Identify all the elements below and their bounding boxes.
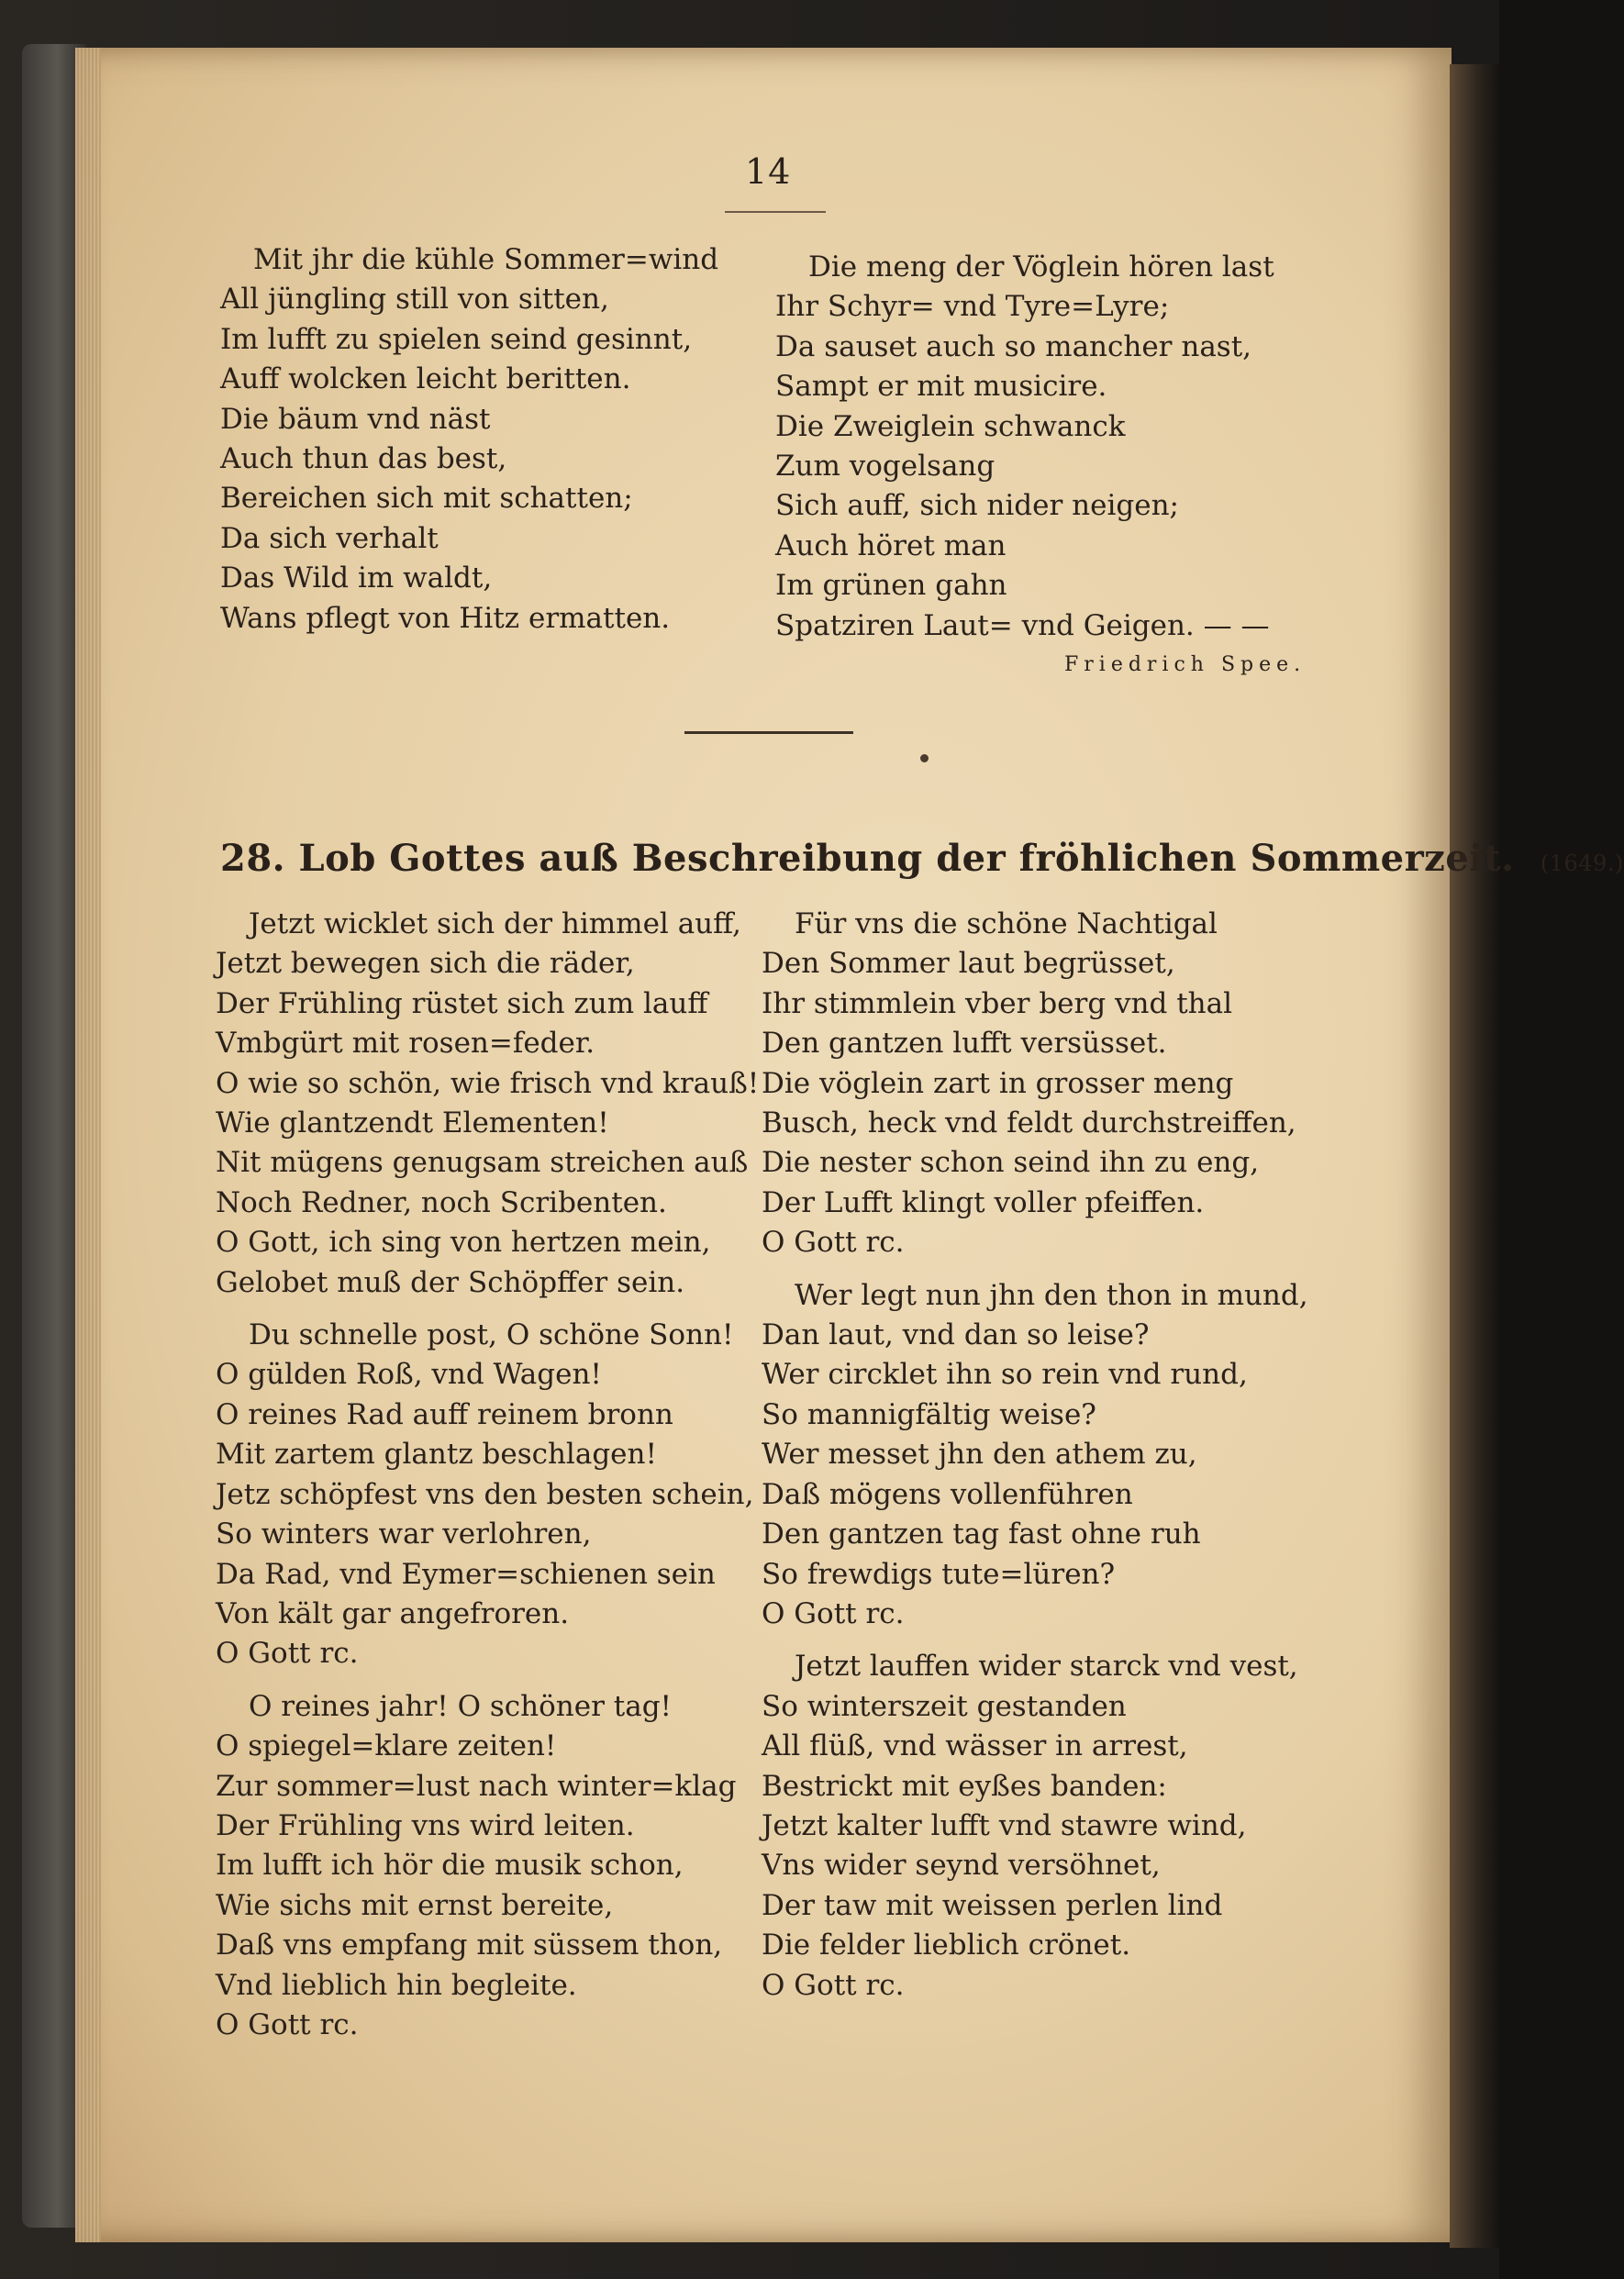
verse-line: Den gantzen lufft versüsset. bbox=[762, 1027, 1167, 1061]
verse-line: Sampt er mit musicire. bbox=[775, 370, 1107, 404]
left-column bbox=[216, 905, 759, 2045]
verse-line: Ihr stimmlein vber berg vnd thal bbox=[762, 986, 1233, 1020]
verse-line: O Gott rc. bbox=[216, 2007, 359, 2041]
verse-line: O Gott rc. bbox=[762, 1968, 905, 2002]
verse-line: Wer circklet ihn so rein vnd rund, bbox=[762, 1358, 1248, 1392]
poem-attribution: Friedrich Spee. bbox=[1064, 653, 1307, 676]
verse-line: Der taw mit weissen perlen lind bbox=[762, 1888, 1223, 1922]
verse-line: Wer messet jhn den athem zu, bbox=[762, 1438, 1197, 1472]
verse-line: All flüß, vnd wässer in arrest, bbox=[762, 1729, 1188, 1763]
verse-line: Du schnelle post, O schöne Sonn! bbox=[249, 1318, 734, 1352]
verse-line: O Gott rc. bbox=[216, 1637, 359, 1671]
verse-line: Jetz schöpfest vns den besten schein, bbox=[216, 1477, 754, 1511]
verse-line: Da sauset auch so mancher nast, bbox=[775, 329, 1252, 363]
verse-line: Wie glantzendt Elementen! bbox=[216, 1106, 609, 1140]
right-column bbox=[762, 905, 1308, 2006]
verse-line: Bestrickt mit eyßes banden: bbox=[762, 1769, 1167, 1803]
verse-line: O reines Rad auff reinem bronn bbox=[216, 1397, 673, 1431]
verse-line: Der Frühling vns wird leiten. bbox=[216, 1808, 635, 1842]
stanza-gap bbox=[216, 1674, 759, 1687]
verse-line: Sich auff, sich nider neigen; bbox=[775, 489, 1179, 523]
verse-line: O reines jahr! O schöner tag! bbox=[249, 1689, 673, 1723]
verse-line: O gülden Roß, vnd Wagen! bbox=[216, 1358, 602, 1392]
verse-line: Da sich verhalt bbox=[220, 521, 439, 555]
verse-line: Die felder lieblich crönet. bbox=[762, 1929, 1131, 1962]
verse-line: Den gantzen tag fast ohne ruh bbox=[762, 1517, 1201, 1551]
verse-line: Wie sichs mit ernst bereite, bbox=[216, 1888, 614, 1922]
verse-line: Gelobet muß der Schöpffer sein. bbox=[216, 1265, 685, 1299]
verse-line: Daß vns empfang mit süssem thon, bbox=[216, 1929, 723, 1962]
top-right-stanza bbox=[775, 248, 1274, 646]
verse-line: All jüngling still von sitten, bbox=[220, 283, 609, 317]
poem-title bbox=[220, 837, 1624, 880]
verse-line: Die meng der Vöglein hören last bbox=[808, 250, 1274, 283]
verse-line: Jetzt lauffen wider starck vnd vest, bbox=[795, 1650, 1298, 1684]
verse-line: Mit zartem glantz beschlagen! bbox=[216, 1438, 657, 1472]
verse-line: Die bäum vnd näst bbox=[220, 402, 491, 436]
stanza-gap bbox=[216, 1303, 759, 1316]
verse-line: Die nester schon seind ihn zu eng, bbox=[762, 1146, 1260, 1180]
poem-title-text: Lob Gottes auß Beschreibung der fröhlichen Sommerzeit. bbox=[298, 837, 1515, 880]
poem-year: (1649.) bbox=[1540, 850, 1624, 876]
verse-line: Ihr Schyr= vnd Tyre=Lyre; bbox=[775, 290, 1170, 324]
verse-line: O Gott, ich sing von hertzen mein, bbox=[216, 1226, 711, 1260]
verse-line: O spiegel=klare zeiten! bbox=[216, 1729, 557, 1763]
book-spine-shadow bbox=[1450, 64, 1499, 2248]
verse-line: Wer legt nun jhn den thon in mund, bbox=[795, 1278, 1308, 1312]
verse-line: O Gott rc. bbox=[762, 1226, 905, 1260]
verse-line: Der Frühling rüstet sich zum lauff bbox=[216, 986, 708, 1020]
section-divider bbox=[684, 731, 853, 734]
page-stack-edge bbox=[75, 48, 101, 2242]
verse-line: Spatziren Laut= vnd Geigen. — — bbox=[775, 608, 1270, 642]
verse-line: So mannigfältig weise? bbox=[762, 1397, 1096, 1431]
verse-line: Da Rad, vnd Eymer=schienen sein bbox=[216, 1557, 716, 1591]
verse-line: So winters war verlohren, bbox=[216, 1517, 592, 1551]
verse-line: Im lufft zu spielen seind gesinnt, bbox=[220, 322, 693, 356]
verse-line: O Gott rc. bbox=[762, 1596, 905, 1630]
verse-line: Der Lufft klingt voller pfeiffen. bbox=[762, 1185, 1205, 1219]
verse-line: Auch thun das best, bbox=[220, 442, 507, 476]
verse-line: Wans pflegt von Hitz ermatten. bbox=[220, 601, 671, 635]
verse-line: Jetzt wicklet sich der himmel auff, bbox=[249, 907, 741, 940]
verse-line: Dan laut, vnd dan so leise? bbox=[762, 1318, 1150, 1352]
verse-line: Vmbgürt mit rosen=feder. bbox=[216, 1027, 595, 1061]
page-number: 14 bbox=[745, 151, 792, 192]
verse-line: Im lufft ich hör die musik schon, bbox=[216, 1849, 684, 1883]
verse-line: Daß mögens vollenführen bbox=[762, 1477, 1133, 1511]
verse-line: Jetzt bewegen sich die räder, bbox=[216, 947, 635, 981]
verse-line: Zum vogelsang bbox=[775, 450, 996, 484]
verse-line: Noch Redner, noch Scribenten. bbox=[216, 1185, 667, 1219]
verse-line: Jetzt kalter lufft vnd stawre wind, bbox=[762, 1808, 1247, 1842]
verse-line: Für vns die schöne Nachtigal bbox=[795, 907, 1218, 940]
stanza-gap bbox=[762, 1634, 1308, 1647]
verse-line: Vnd lieblich hin begleite. bbox=[216, 1968, 577, 2002]
verse-line: Das Wild im waldt, bbox=[220, 561, 493, 595]
verse-line: Bereichen sich mit schatten; bbox=[220, 482, 633, 516]
verse-line: Von kält gar angefroren. bbox=[216, 1596, 570, 1630]
verse-line: Die Zweiglein schwanck bbox=[775, 409, 1126, 443]
verse-line: So winterszeit gestanden bbox=[762, 1689, 1127, 1723]
verse-line: Auch höret man bbox=[775, 528, 1007, 562]
ink-spot bbox=[920, 754, 929, 762]
page-number-rule bbox=[725, 211, 826, 213]
top-left-stanza bbox=[220, 240, 718, 639]
verse-line: Nit mügens genugsam streichen auß bbox=[216, 1146, 749, 1180]
verse-line: Vns wider seynd versöhnet, bbox=[762, 1849, 1161, 1883]
verse-line: So frewdigs tute=lüren? bbox=[762, 1557, 1116, 1591]
poem-number: 28. bbox=[220, 837, 286, 880]
verse-line: O wie so schön, wie frisch vnd krauß! bbox=[216, 1066, 760, 1100]
verse-line: Mit jhr die kühle Sommer=wind bbox=[253, 243, 719, 276]
verse-line: Die vöglein zart in grosser meng bbox=[762, 1066, 1234, 1100]
verse-line: Den Sommer laut begrüsset, bbox=[762, 947, 1175, 981]
verse-line: Busch, heck vnd feldt durchstreiffen, bbox=[762, 1106, 1296, 1140]
stanza-gap bbox=[762, 1263, 1308, 1276]
verse-line: Im grünen gahn bbox=[775, 569, 1007, 603]
verse-line: Auff wolcken leicht beritten. bbox=[220, 362, 631, 396]
verse-line: Zur sommer=lust nach winter=klag bbox=[216, 1769, 737, 1803]
